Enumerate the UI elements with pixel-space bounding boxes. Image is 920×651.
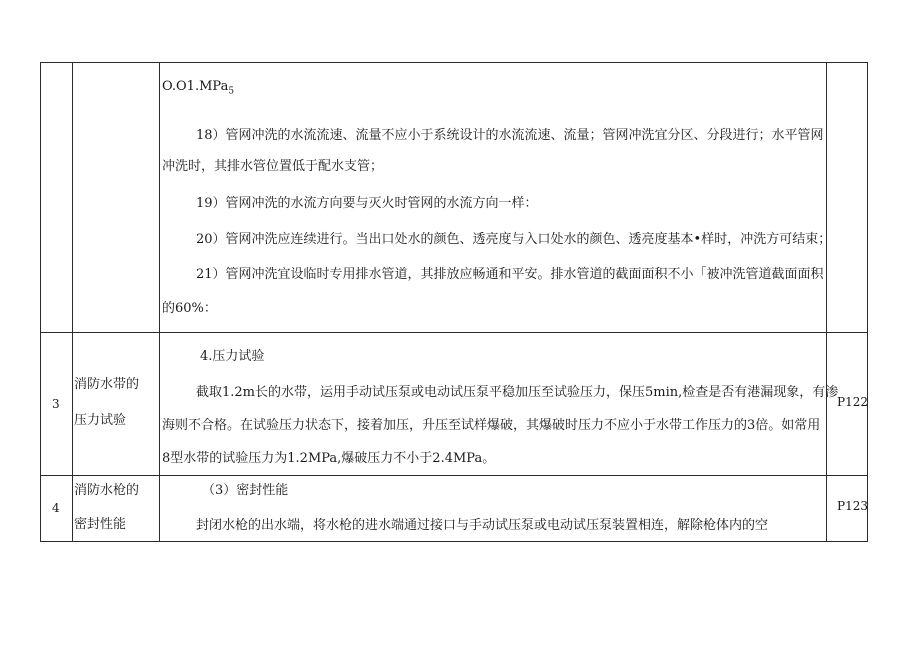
row2-line-21: 21）管网冲洗宜设临时专用排水管道，其排放应畅通和平安。排水管道的截面面积不小「被冲洗管道截面面积	[196, 267, 824, 282]
row3-line-3: 8型水带的试验压力为1.2MPa,爆破压力不小于2.4MPa。	[162, 451, 496, 466]
table-row-divider-1	[40, 332, 868, 333]
row3-page-ref: P122	[837, 395, 868, 409]
row3-line-2: 海则不合格。在试验压力状态下，接着加压，升压至试样爆破，其爆破时压力不应小于水带工作压力的3倍。如常用	[162, 418, 821, 433]
row4-line-1: 封闭水枪的出水端，将水枪的进水端通过接口与手动试压泵或电动试压泵装置相连，解除枪体内的空	[196, 518, 769, 533]
table-border-top	[40, 62, 868, 63]
row4-heading: （3）密封性能	[202, 483, 289, 498]
row4-page-ref: P123	[837, 499, 868, 513]
table-border-left	[40, 62, 41, 542]
row4-title-line2: 密封性能	[74, 517, 127, 532]
row4-number: 4	[52, 501, 60, 515]
row2-line-18b: 冲洗时，其排水管位置低于配水支管；	[162, 159, 384, 174]
table-divider-title	[159, 62, 160, 542]
table-border-right	[867, 62, 868, 542]
row3-title-line1: 消防水带的	[74, 377, 140, 392]
row3-line-1: 截取1.2m长的水带，运用手动试压泵或电动试压泵平稳加压至试验压力，保压5min,检查是否有港漏现象，有渗	[196, 385, 839, 400]
row2-line-unit	[162, 79, 234, 100]
row2-line-18: 18）管网冲洗的水流流速、流量不应小于系统设计的水流流速、流量；管网冲洗宜分区、分段进行；水平管网	[196, 128, 824, 143]
row2-line-21b: 的60%：	[162, 301, 217, 316]
unit-text: O.O1.MPa	[162, 79, 229, 94]
row3-title-line2: 压力试验	[74, 413, 127, 428]
row4-title-line1: 消防水枪的	[74, 483, 140, 498]
table-row-divider-2	[40, 475, 868, 476]
unit-subscript: 5	[228, 86, 235, 97]
row2-line-19: 19）管网冲洗的水流方向要与灭火时管网的水流方向一样：	[196, 196, 538, 211]
row3-number: 3	[52, 397, 60, 411]
table-divider-num	[72, 62, 73, 542]
row3-heading: 4.压力试验	[200, 349, 265, 364]
row2-line-20: 20）管网冲洗应连续进行。当出口处水的颜色、透亮度与入口处水的颜色、透亮度基本•样时，冲洗方可结束；	[196, 232, 832, 247]
table-divider-ref	[826, 62, 827, 542]
spec-table	[40, 62, 868, 542]
table-border-bottom	[40, 541, 868, 542]
